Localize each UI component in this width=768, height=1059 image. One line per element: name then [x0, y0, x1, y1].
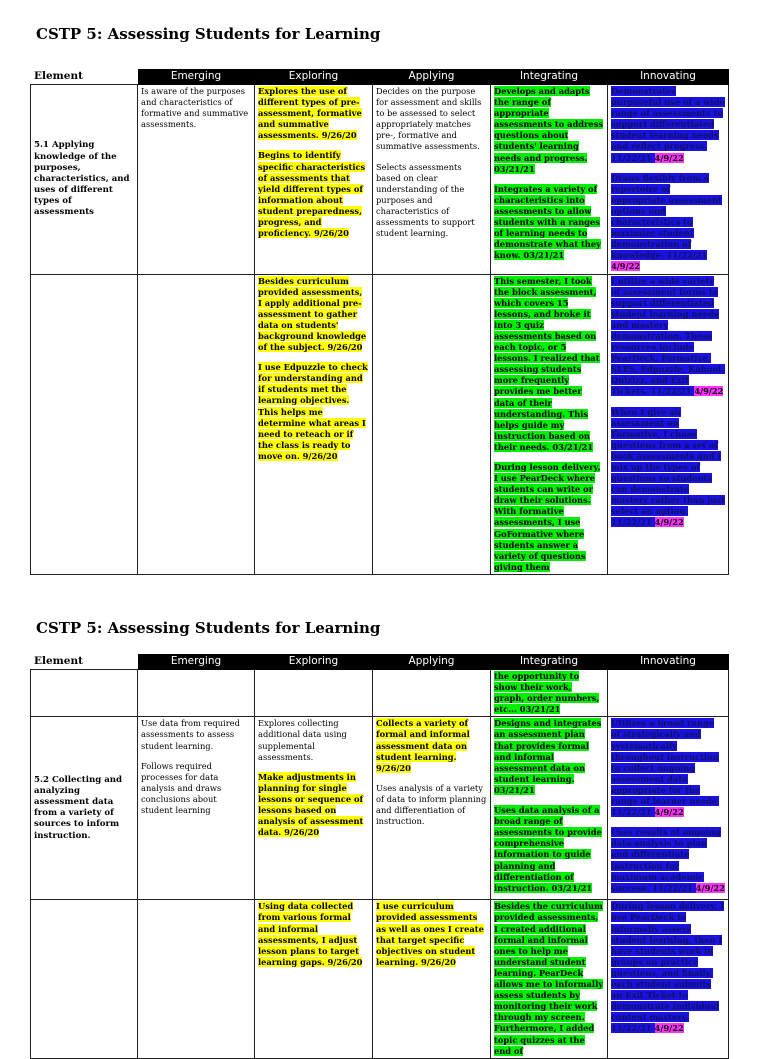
innovating-cell [608, 274, 729, 574]
cell-paragraph [258, 276, 369, 354]
highlighted-text: Uses data analysis of a broad range of assessments to provide comprehensive information to guide planning and differentiation of instruction. 03/21/21 [494, 805, 602, 893]
highlighted-text: Make adjustments in planning for single lessons or sequence of lessons based on analysis of assessment data. 9/26/20 [258, 771, 364, 838]
highlighted-text: Using data collected from various formal and informal assessments, I adjust lesson plans to target learning gaps. 9/26/20 [258, 901, 363, 967]
level-header-integrating: Integrating [491, 655, 608, 670]
cell-paragraph [611, 901, 725, 1034]
highlighted-text: 4/9/22 [654, 517, 684, 528]
highlighted-text: I utilize a wide variety of assessment forms to support differentiated student learning needs and mastery demonstration. These resources include PearDeck, Formative, SLES, Edpuzzle, Kahoot, Quizizz, and Exit Tickets. 11/22/21 [611, 275, 725, 397]
highlighted-text: Utilizes a broad range of strategically and systematically throughout instruction to collect ongoing assessment data appropriate for the range of learner needs. 11/22/21 [611, 718, 720, 818]
cell-paragraph [376, 162, 487, 240]
rubric-row [31, 85, 729, 275]
integrating-cell [491, 900, 608, 1058]
page-title: CSTP 5: Assessing Students for Learning [36, 619, 381, 637]
level-header-integrating: Integrating [491, 70, 608, 85]
cell-paragraph [494, 718, 604, 796]
cell-paragraph [141, 761, 251, 816]
rubric-table [30, 69, 729, 575]
element-cell [31, 900, 138, 1058]
element-cell [31, 274, 138, 574]
highlighted-text: I use Edpuzzle to check for understanding and if students met the learning objectives. This helps me determine what areas I need to reteach or if the class is ready to move on. 9/26/20 [258, 362, 368, 461]
emerging-cell [138, 717, 255, 900]
cell-paragraph [494, 462, 604, 573]
cell-paragraph [258, 362, 369, 462]
cell-paragraph [494, 901, 604, 1056]
cell-text: Uses analysis of a variety of data to inform planning and differentiation of instruction. [376, 782, 487, 827]
applying-cell [373, 717, 491, 900]
cell-paragraph [141, 86, 251, 130]
highlighted-text: Collects a variety of formal and informal assessment data on student learning. 9/26/20 [376, 718, 470, 773]
highlighted-text: I use curriculum provided assessments as well as ones I create that target specific objectives on student learning. 9/26/20 [376, 901, 484, 967]
innovating-cell [608, 900, 729, 1058]
highlighted-text: Integrates a variety of characteristics into assessments to allow students with a ranges of learning needs to demonstrate what they know. 03/21/21 [494, 183, 601, 261]
cell-paragraph [611, 718, 725, 818]
highlighted-text: Uses results of ongoing data analysis to plan and differentiate instruction for maximum academic success. 11/22/21 [611, 827, 721, 893]
cell-paragraph [494, 671, 604, 715]
highlighted-text: Besides curriculum provided assessments, I apply additional pre-assessment to gather data on students' background knowledge of the subject. 9/26/20 [258, 275, 367, 353]
cell-paragraph [376, 783, 487, 827]
level-header-emerging: Emerging [138, 655, 255, 670]
cell-paragraph [258, 901, 369, 968]
cell-text: Follows required processes for data analysis and draws conclusions about student learning [141, 760, 222, 816]
level-header-innovating: Innovating [608, 70, 729, 85]
cell-paragraph [611, 827, 725, 894]
integrating-cell [491, 670, 608, 717]
emerging-cell [138, 900, 255, 1058]
applying-cell [373, 85, 491, 275]
highlighted-text: Demonstrates purposeful use of a wide range of assessments to support differentiated student learning needs and reflect progress. 11/22/21 [611, 86, 725, 163]
highlighted-text: Explores the use of different types of pre-assessment, formative and summative assessments. 9/26/20 [258, 86, 362, 141]
cell-paragraph [376, 901, 487, 968]
element-header: Element [31, 655, 138, 670]
highlighted-text: 4/9/22 [654, 152, 684, 163]
element-cell: 5.1 Applying knowledge of the purposes, characteristics, and uses of different types of assessments [31, 85, 138, 275]
cell-paragraph [258, 86, 369, 141]
exploring-cell [255, 274, 373, 574]
highlighted-text: Designs and integrates an assessment plan that provides formal and informal assessment data on student learning. 03/21/21 [494, 718, 602, 795]
cell-paragraph [376, 86, 487, 153]
applying-cell [373, 274, 491, 574]
emerging-cell [138, 670, 255, 717]
cell-paragraph [494, 184, 604, 262]
highlighted-text: 4/9/22 [654, 1023, 684, 1034]
highlighted-text: Begins to identify specific characteristics of assessments that yield different types of information about student preparedness, progress, and proficiency. 9/26/20 [258, 150, 366, 239]
highlighted-text: This semester, I took the block assessment, which covers 15 lessons, and broke it into 3 quiz assessments based on each topic, or 5 lessons. I realized that assessing students more frequently provides me better data of their understanding. This helps guide my instruction based on their needs. 03/21/21 [494, 275, 600, 452]
highlighted-text: During lesson delivery, I use PearDeck where students can write or draw their solutions. With formative assessments, I use GoFormative where students answer a variety of questions giving them [494, 462, 601, 572]
rubric-row [31, 274, 729, 574]
cell-paragraph [258, 772, 369, 839]
highlighted-text: 4/9/22 [654, 807, 684, 818]
cell-paragraph [258, 150, 369, 239]
applying-cell [373, 670, 491, 717]
element-header: Element [31, 70, 138, 85]
innovating-cell [608, 717, 729, 900]
emerging-cell [138, 274, 255, 574]
exploring-cell [255, 717, 373, 900]
cell-text: Decides on the purpose for assessment and skills to be assessed to select appropriately matches pre-, formative and summative assessments. [376, 86, 482, 152]
highlighted-text: the opportunity to show their work, graph, order numbers, etc... 03/21/21 [494, 671, 600, 715]
cell-text: Explores collecting additional data using supplemental assessments. [258, 718, 347, 762]
level-header-applying: Applying [373, 655, 491, 670]
element-cell: 5.2 Collecting and analyzing assessment data from a variety of sources to inform instruction. [31, 717, 138, 900]
cell-paragraph [494, 276, 604, 454]
cell-paragraph [611, 407, 725, 529]
header-row [31, 70, 729, 85]
cell-paragraph [494, 86, 604, 175]
cell-text: Selects assessments based on clear understanding of the purposes and characteristics of assessments to support student learning. [376, 161, 475, 239]
cell-paragraph [611, 276, 725, 398]
level-header-exploring: Exploring [255, 70, 373, 85]
integrating-cell [491, 274, 608, 574]
rubric-row [31, 717, 729, 900]
page-title: CSTP 5: Assessing Students for Learning [36, 25, 381, 43]
element-cell [31, 670, 138, 717]
level-header-applying: Applying [373, 70, 491, 85]
cell-text: Use data from required assessments to assess student learning. [141, 718, 240, 751]
highlighted-text: 4/9/22 [611, 261, 641, 272]
innovating-cell [608, 670, 729, 717]
highlighted-text: Draws flexibly from a repertoire of appropriate assessment options and characteristics to maximize student demonstration of knowledge. 11/22/21 [611, 172, 722, 261]
cell-paragraph [611, 173, 725, 273]
cell-text: Is aware of the purposes and characteristics of formative and summative assessments. [141, 86, 249, 130]
highlighted-text: Develops and adapts the range of appropriate assessments to address questions about students' learning needs and progress. 03/21/21 [494, 86, 604, 174]
level-header-emerging: Emerging [138, 70, 255, 85]
innovating-cell [608, 85, 729, 275]
rubric-row [31, 670, 729, 717]
cell-paragraph [258, 718, 369, 762]
highlighted-text: 4/9/22 [695, 882, 725, 893]
rubric-row [31, 900, 729, 1058]
exploring-cell [255, 85, 373, 275]
highlighted-text: 4/9/22 [694, 386, 724, 397]
exploring-cell [255, 900, 373, 1058]
cell-paragraph [611, 86, 725, 164]
rubric-table [30, 654, 729, 1059]
highlighted-text: During lesson delivery, I use PearDeck to informally assess student learning, then I have students work in groups on practice questions, and finally, each student submits an Exit Ticket to demonstrate individual content mastery. 11/22/21 [611, 901, 725, 1034]
integrating-cell [491, 85, 608, 275]
integrating-cell [491, 717, 608, 900]
header-row [31, 655, 729, 670]
highlighted-text: Besides the curriculum provided assessments, I created additional formal and informal ones to help me understand student learning. PearDeck allows me to informally assess students by monitoring their work through my screen. Furthermore, I added topic quizzes at the end of [494, 901, 604, 1056]
cell-paragraph [376, 718, 487, 773]
exploring-cell [255, 670, 373, 717]
cell-paragraph [494, 805, 604, 894]
applying-cell [373, 900, 491, 1058]
cell-paragraph [141, 718, 251, 751]
level-header-innovating: Innovating [608, 655, 729, 670]
level-header-exploring: Exploring [255, 655, 373, 670]
emerging-cell [138, 85, 255, 275]
highlighted-text: When I give an assessment on Formative, I chose questions from a set of book assessments and I mix up the types of questions so students can demonstrate mastery rather than just select an option. 11/22/21 [611, 406, 725, 528]
